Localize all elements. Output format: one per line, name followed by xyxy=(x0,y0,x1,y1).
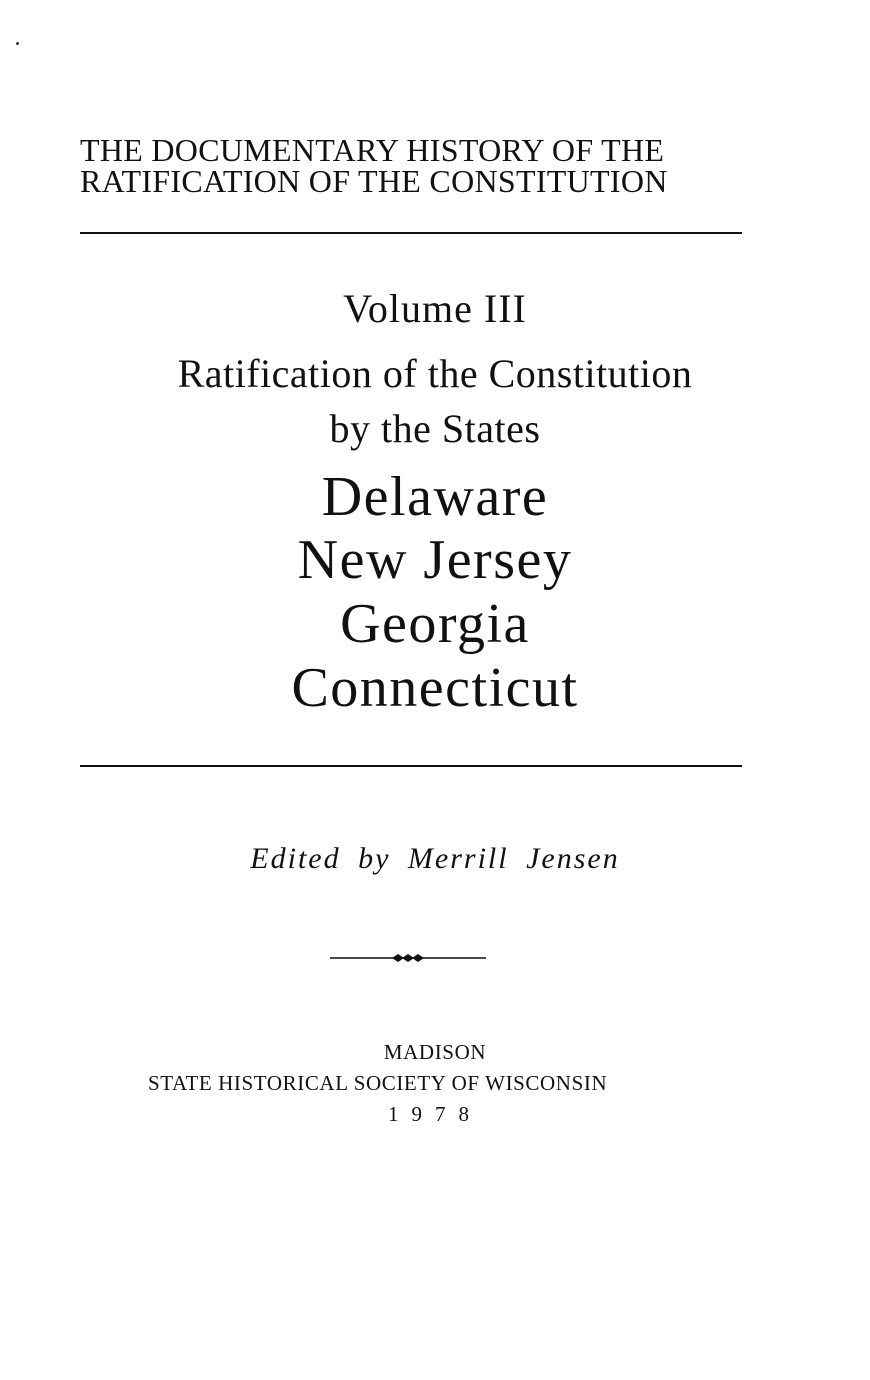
top-rule xyxy=(80,232,742,234)
state-georgia: Georgia xyxy=(340,593,530,655)
ornament-divider-icon xyxy=(330,948,486,968)
print-fleck xyxy=(16,42,19,45)
state-delaware: Delaware xyxy=(321,466,549,528)
state-connecticut: Connecticut xyxy=(291,657,579,719)
series-title-line-2: RATIFICATION OF THE CONSTITUTION xyxy=(80,163,668,199)
series-title-line-1: THE DOCUMENTARY HISTORY OF THE xyxy=(80,132,665,168)
series-title xyxy=(80,132,760,199)
editor-credit: Edited by Merrill Jensen xyxy=(250,842,620,875)
state-new-jersey: New Jersey xyxy=(297,529,573,591)
bottom-rule xyxy=(80,765,742,767)
imprint-year: 1978 xyxy=(388,1102,482,1126)
subtitle-line-2: by the States xyxy=(329,406,541,451)
subtitle-line-1: Ratification of the Constitution xyxy=(177,351,693,396)
volume-number: Volume III xyxy=(343,286,527,331)
imprint-place: MADISON xyxy=(383,1040,487,1064)
imprint-publisher: STATE HISTORICAL SOCIETY OF WISCONSIN xyxy=(148,1071,608,1095)
